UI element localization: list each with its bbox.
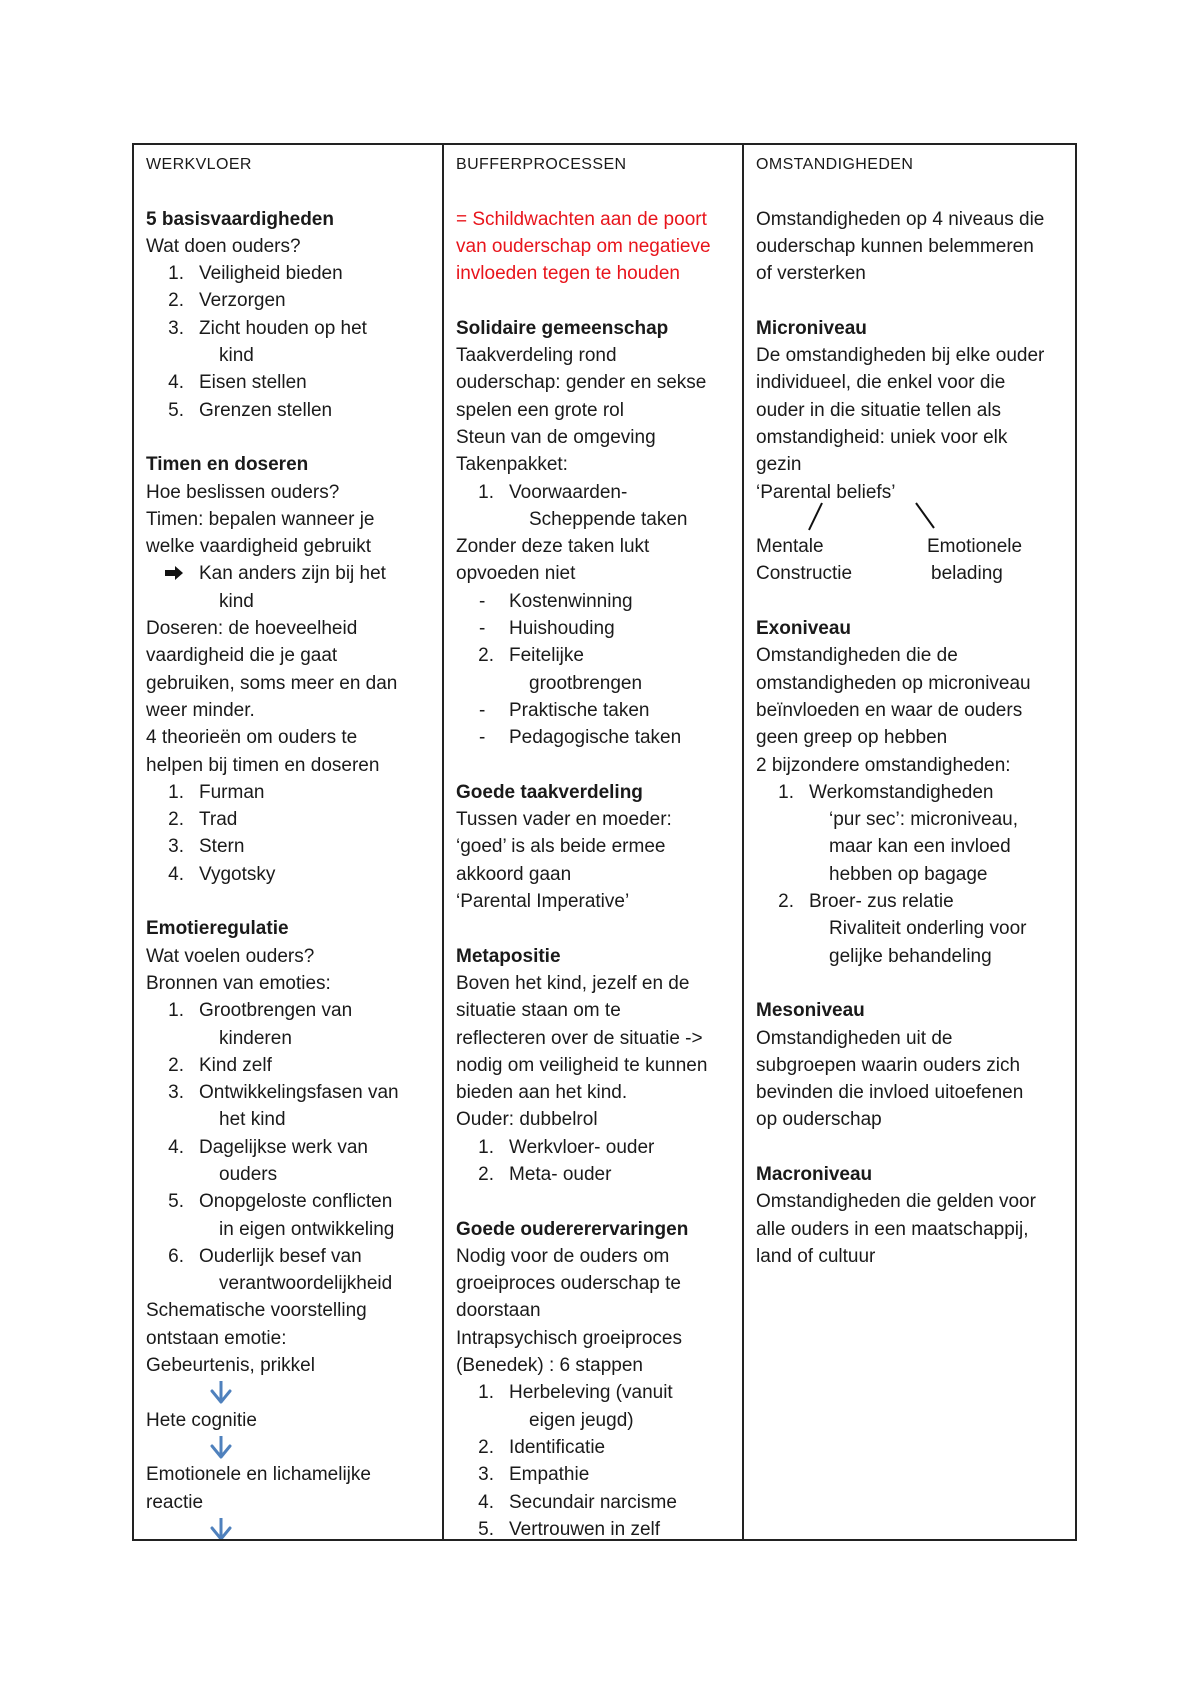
list-item: 1. Furman [168,781,265,803]
column-werkvloer [134,145,444,1539]
text-line: Zonder deze taken lukt [456,536,650,558]
text-line: Schematische voorstelling [146,1300,367,1322]
list-item: 2. Meta- ouder [478,1163,612,1185]
text-line: weer minder. [146,699,255,721]
list-item: 5. Onopgeloste conflicten [168,1191,393,1213]
list-item: 2. Verzorgen [168,290,286,312]
text-line: beïnvloeden en waar de ouders [756,699,1023,721]
summary-table [132,143,1077,1541]
right-arrow-icon [146,560,199,587]
text-line: Steun van de omgeving [456,426,656,448]
list-item: 2. Trad [168,809,238,831]
section-question: Wat doen ouders? [146,235,301,257]
text-line: gebruiken, soms meer en dan [146,672,398,694]
intro-line: van ouderschap om negatieve [456,235,711,257]
list-item: 2. Feitelijke [478,645,584,667]
dash-item: - Pedagogische taken [479,727,682,749]
text-line: Taakverdeling rond [456,345,617,367]
text-line: ouderschap: gender en sekse [456,372,707,394]
text-line: Nodig voor de ouders om [456,1245,670,1267]
section-title: Goede oudererervaringen [456,1218,689,1240]
text-line: situatie staan om te [456,1000,621,1022]
text-line: gezin [756,454,802,476]
list-item: 5. Grenzen stellen [168,399,333,421]
list-item: 2. Identificatie [478,1436,606,1458]
text-line: Timen: bepalen wanneer je [146,508,375,530]
list-item: 4. Dagelijkse werk van [168,1136,368,1158]
text-line: individueel, die enkel voor die [756,372,1006,394]
text-line: akkoord gaan [456,863,572,885]
text-line: doorstaan [456,1300,541,1322]
branch-row: Constructie belading [756,563,1003,585]
text-line: Wat voelen ouders? [146,945,315,967]
list-item-continuation: kinderen [219,1027,292,1049]
text-line: De omstandigheden bij elke ouder [756,345,1045,367]
text-line: welke vaardigheid gebruikt [146,536,371,558]
list-item-continuation: eigen jeugd) [529,1409,634,1431]
section-title: Metapositie [456,945,561,967]
dash-item: - Huishouding [479,618,615,640]
text-line: omstandigheid: uniek voor elk [756,426,1008,448]
text-line: geen greep op hebben [756,727,948,749]
list-item-continuation: kind [219,590,254,612]
column-bufferprocessen [444,145,744,1539]
list-item-continuation: hebben op bagage [829,863,988,885]
section-title: Mesoniveau [756,1000,865,1022]
text-line: helpen bij timen en doseren [146,754,380,776]
list-item: 1. Veiligheid bieden [168,263,343,285]
text-line: ouder in die situatie tellen als [756,399,1002,421]
text-line: Gebeurtenis, prikkel [146,1355,315,1377]
list-item-continuation: kind [219,345,254,367]
list-item-continuation: Rivaliteit onderling voor [829,918,1027,940]
text-line: Omstandigheden die de [756,645,958,667]
branch-row: Mentale Emotionele [756,536,1023,558]
list-item-continuation: het kind [219,1109,286,1131]
list-item-continuation: maar kan een invloed [829,836,1011,858]
text-line: ontstaan emotie: [146,1327,287,1349]
section-title: Microniveau [756,317,867,339]
list-item: 5. Vertrouwen in zelf [478,1518,661,1539]
text-line: Takenpakket: [456,454,568,476]
text-line: ‘Parental Imperative’ [456,891,630,913]
text-line: opvoeden niet [456,563,576,585]
column-header: OMSTANDIGHEDEN [756,156,914,173]
flow-step: Emotionele en lichamelijke [146,1464,371,1486]
list-item: 3. Empathie [478,1464,590,1486]
dash-item: - Kostenwinning [479,590,633,612]
dash-item: - Praktische taken [479,699,650,721]
list-item-continuation: ‘pur sec’: microniveau, [829,809,1019,831]
list-item: 1. Herbeleving (vanuit [478,1382,673,1404]
column-header: WERKVLOER [146,156,252,173]
text-line: Omstandigheden uit de [756,1027,953,1049]
text-line: nodig om veiligheid te kunnen [456,1054,708,1076]
list-item: 4. Secundair narcisme [478,1491,677,1513]
text-line: bevinden die invloed uitoefenen [756,1082,1024,1104]
section-title: Exoniveau [756,618,852,640]
list-item: 6. Ouderlijk besef van [168,1245,362,1267]
intro-line: Omstandigheden op 4 niveaus die [756,208,1045,230]
list-item: 4. Eisen stellen [168,372,307,394]
section-title: Macroniveau [756,1163,873,1185]
list-item-continuation: Scheppende taken [529,508,688,530]
section-title: 5 basisvaardigheden [146,208,334,230]
text-line: Omstandigheden die gelden voor [756,1191,1036,1213]
text-line: spelen een grote rol [456,399,624,421]
down-arrow-icon [146,1516,432,1539]
list-item: 2. Broer- zus relatie [778,891,954,913]
list-item-continuation: ouders [219,1163,278,1185]
text-line: ‘Parental beliefs’ [756,481,896,503]
text-line: Ouder: dubbelrol [456,1109,598,1131]
list-item-continuation: gelijke behandeling [829,945,992,967]
section-title: Timen en doseren [146,454,309,476]
column-omstandigheden [744,145,1075,1539]
list-item: 1. Werkomstandigheden [778,781,994,803]
intro-line: invloeden tegen te houden [456,263,680,285]
list-item-continuation: verantwoordelijkheid [219,1273,393,1295]
text-line: Hoe beslissen ouders? [146,481,340,503]
text-line: reflecteren over de situatie -> [456,1027,703,1049]
intro-line: of versterken [756,263,866,285]
intro-line: = Schildwachten aan de poort [456,208,707,230]
list-item: 1. Grootbrengen van [168,1000,353,1022]
list-item: 1. Werkvloer- ouder [478,1136,655,1158]
text-line: omstandigheden op microniveau [756,672,1031,694]
text-line: vaardigheid die je gaat [146,645,338,667]
column-header: BUFFERPROCESSEN [456,156,627,173]
list-item-continuation: grootbrengen [529,672,643,694]
text-line: Tussen vader en moeder: [456,809,672,831]
text-line: 4 theorieën om ouders te [146,727,358,749]
list-item-continuation: in eigen ontwikkeling [219,1218,395,1240]
text-line: subgroepen waarin ouders zich [756,1054,1021,1076]
text-line: op ouderschap [756,1109,882,1131]
text-line: Boven het kind, jezelf en de [456,972,690,994]
list-item: 3. Stern [168,836,245,858]
list-item: 3. Zicht houden op het [168,317,367,339]
text-line: bieden aan het kind. [456,1082,628,1104]
down-arrow-icon [146,1434,432,1461]
text-line: ‘goed’ is als beide ermee [456,836,666,858]
text-line: Intrapsychisch groeiproces [456,1327,682,1349]
list-item: 3. Ontwikkelingsfasen van [168,1082,399,1104]
text-line: 2 bijzondere omstandigheden: [756,754,1011,776]
section-title: Goede taakverdeling [456,781,643,803]
arrow-list-item: Kan anders zijn bij het [146,560,432,587]
list-item: 1. Voorwaarden- [478,481,628,503]
text-line: land of cultuur [756,1245,876,1267]
section-title: Emotieregulatie [146,918,289,940]
down-arrow-icon [146,1379,432,1406]
text-line: Doseren: de hoeveelheid [146,618,358,640]
section-title: Solidaire gemeenschap [456,317,669,339]
text-line: Bronnen van emoties: [146,972,331,994]
text-line: (Benedek) : 6 stappen [456,1355,643,1377]
flow-step-continuation: reactie [146,1491,204,1513]
flow-step: Hete cognitie [146,1409,257,1431]
text-line: alle ouders in een maatschappij, [756,1218,1029,1240]
intro-line: ouderschap kunnen belemmeren [756,235,1034,257]
text-line: groeiproces ouderschap te [456,1273,681,1295]
list-item: 2. Kind zelf [168,1054,272,1076]
list-item: 4. Vygotsky [168,863,276,885]
